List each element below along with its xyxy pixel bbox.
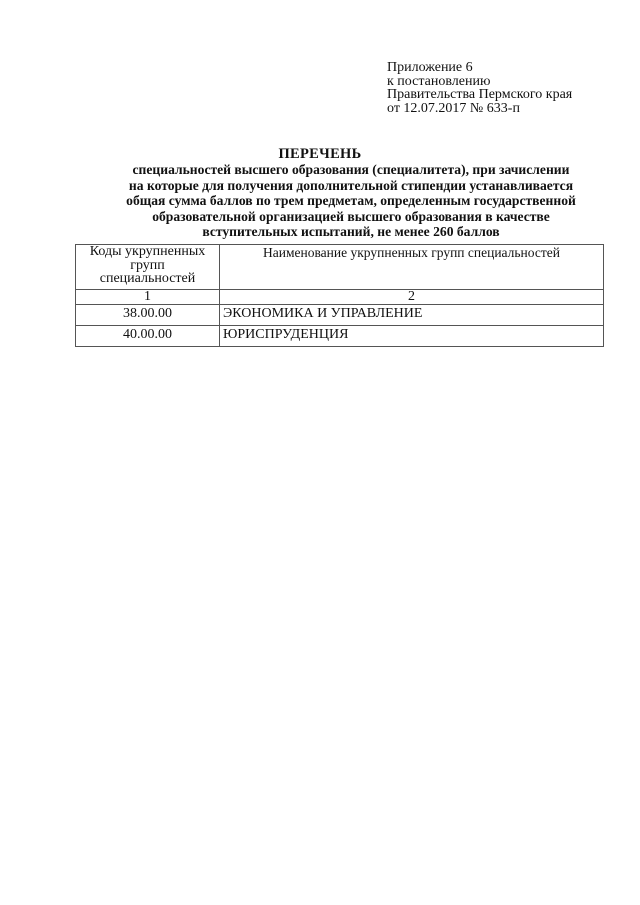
column-number-1: 1	[76, 290, 220, 305]
appendix-line-4: от 12.07.2017 № 633-п	[387, 100, 520, 116]
specialties-table	[75, 244, 604, 347]
document-subtitle	[96, 162, 606, 240]
column-number-row	[76, 290, 604, 305]
table-header-row	[76, 245, 604, 290]
appendix-header	[387, 61, 572, 115]
subtitle-line-3: общая сумма баллов по трем предметам, определенным государственной	[126, 193, 576, 208]
row-name: ЭКОНОМИКА И УПРАВЛЕНИЕ	[220, 305, 604, 326]
header-name: Наименование укрупненных групп специальностей	[220, 245, 604, 290]
appendix-line-1: Приложение 6	[387, 60, 473, 75]
header-code	[76, 245, 220, 290]
subtitle-line-4: образовательной организацией высшего образования в качестве	[152, 208, 550, 224]
column-number-2: 2	[220, 290, 604, 305]
header-code-line-2: групп	[130, 257, 165, 273]
appendix-line-2: к постановлению	[387, 73, 491, 89]
header-code-line-3: специальностей	[99, 271, 196, 286]
subtitle-line-2: на которые для получения дополнительной стипендии устанавливается	[128, 177, 574, 193]
appendix-line-3: Правительства Пермского края	[387, 87, 573, 102]
subtitle-line-5: вступительных испытаний, не менее 260 баллов	[202, 224, 500, 239]
table-row	[76, 305, 604, 326]
header-code-line-1: Коды укрупненных	[89, 244, 206, 259]
row-code: 40.00.00	[76, 326, 220, 347]
table-row	[76, 326, 604, 347]
row-code: 38.00.00	[76, 305, 220, 326]
document-title: ПЕРЕЧЕНЬ	[278, 146, 362, 162]
subtitle-line-1: специальностей высшего образования (специалитета), при зачислении	[132, 162, 570, 177]
row-name: ЮРИСПРУДЕНЦИЯ	[220, 326, 604, 347]
